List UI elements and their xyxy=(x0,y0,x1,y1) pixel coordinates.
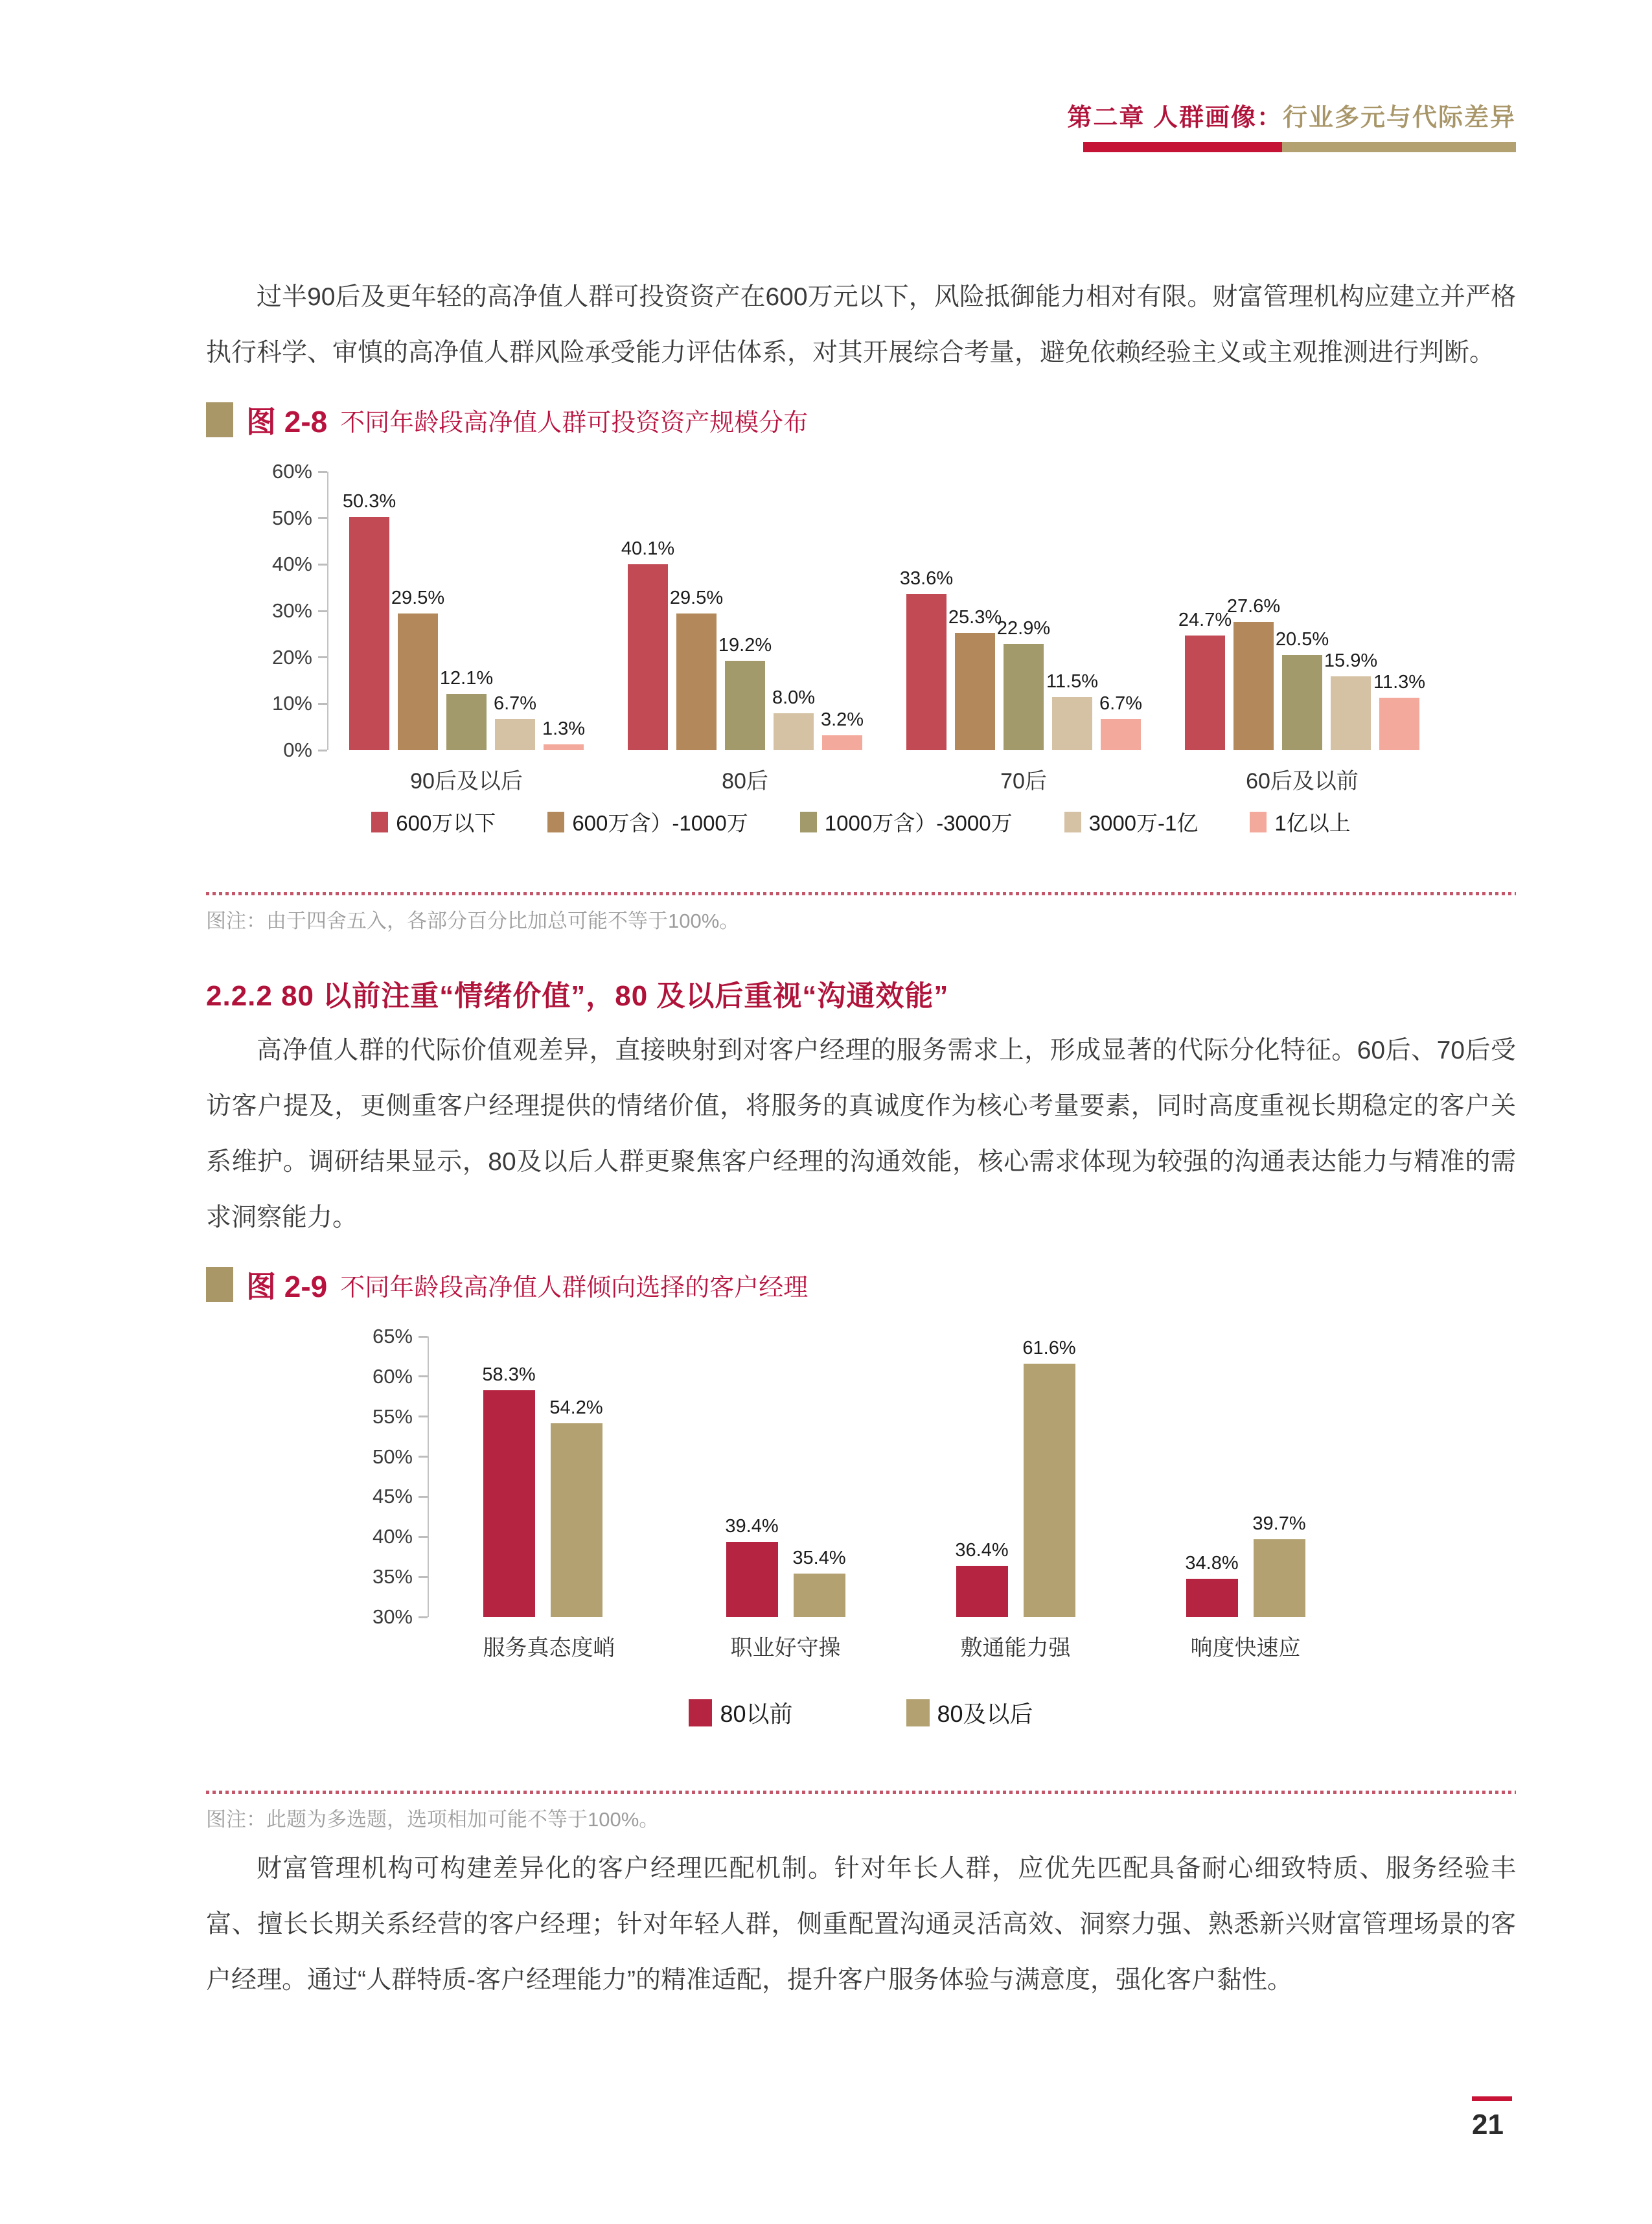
y-axis-tick-label: 30% xyxy=(271,599,312,622)
bar-wrap xyxy=(794,1548,845,1617)
legend-label: 1000万含）-3000万 xyxy=(824,811,1013,835)
legend-item xyxy=(547,807,748,837)
y-axis-tick-label: 20% xyxy=(271,645,312,669)
bar xyxy=(1379,698,1419,750)
y-axis-tick xyxy=(283,739,327,762)
page-footer xyxy=(1472,2096,1512,2141)
bar xyxy=(398,613,438,750)
y-axis-tick xyxy=(373,1445,428,1469)
bar-wrap xyxy=(1178,609,1232,750)
bar-group xyxy=(482,1336,615,1660)
plot-area xyxy=(428,1336,1360,1660)
bar xyxy=(1024,1364,1075,1617)
value-label: 11.5% xyxy=(1046,671,1099,692)
y-axis-tick-label: 60% xyxy=(372,1364,413,1388)
header-rule-tan-segment xyxy=(1282,142,1516,152)
value-label: 20.5% xyxy=(1275,629,1329,650)
y-axis-tick xyxy=(373,1325,428,1348)
value-label: 36.4% xyxy=(955,1539,1009,1561)
value-label: 29.5% xyxy=(669,587,724,608)
bar xyxy=(794,1574,845,1617)
y-axis-line xyxy=(327,472,328,750)
category-label: 80后 xyxy=(722,769,768,794)
bar-wrap xyxy=(544,718,584,750)
bar xyxy=(628,564,668,750)
bar xyxy=(349,517,389,750)
bar-wrap xyxy=(551,1397,602,1617)
y-axis-tick-mark xyxy=(419,1336,428,1338)
y-axis-tick-mark xyxy=(318,517,327,519)
header-rule xyxy=(1083,142,1516,152)
bar-group xyxy=(725,1336,846,1660)
y-axis-tick xyxy=(373,1605,428,1629)
y-axis-tick xyxy=(373,1365,428,1388)
category-label: 服务真态度峭 xyxy=(483,1636,615,1660)
category-label: 敷通能力强 xyxy=(960,1636,1071,1660)
dotted-separator xyxy=(206,1791,1516,1794)
legend-label: 600万含）-1000万 xyxy=(572,811,748,835)
chart-2-8-legend xyxy=(206,807,1516,837)
y-axis-tick xyxy=(272,553,327,576)
value-label: 29.5% xyxy=(391,587,445,608)
figure-bullet-icon xyxy=(206,402,233,437)
bar-wrap xyxy=(495,693,535,750)
bar xyxy=(551,1423,602,1617)
bar xyxy=(1101,719,1141,750)
bar-wrap xyxy=(1254,1513,1305,1617)
legend-item xyxy=(371,807,496,837)
bar xyxy=(822,735,862,750)
page-body xyxy=(206,260,1516,2008)
y-axis-tick-mark xyxy=(419,1576,428,1578)
y-axis xyxy=(369,1325,428,1628)
figure-2-9-label: 图 2-9 xyxy=(246,1270,328,1303)
bar-group xyxy=(621,472,864,794)
legend-swatch xyxy=(689,1699,712,1726)
bar xyxy=(1186,1579,1238,1617)
legend-item xyxy=(1064,807,1199,837)
value-label: 15.9% xyxy=(1324,650,1378,672)
legend-swatch xyxy=(906,1699,930,1726)
y-axis-tick-mark xyxy=(419,1416,428,1417)
legend-swatch xyxy=(547,812,564,832)
y-axis-tick-label: 40% xyxy=(271,553,312,576)
y-axis-tick-mark xyxy=(419,1536,428,1538)
bars-row xyxy=(483,1336,615,1617)
bar xyxy=(906,594,946,750)
bar-wrap xyxy=(956,1540,1008,1617)
bar-wrap xyxy=(726,1516,778,1617)
bar-wrap xyxy=(899,568,954,750)
y-axis xyxy=(269,460,327,761)
bar xyxy=(1254,1539,1305,1617)
bars-row xyxy=(342,472,586,750)
y-axis-tick-mark xyxy=(419,1496,428,1498)
value-label: 22.9% xyxy=(996,617,1051,639)
value-label: 34.8% xyxy=(1185,1552,1239,1574)
y-axis-tick-label: 45% xyxy=(372,1485,413,1508)
y-axis-tick-label: 50% xyxy=(271,506,312,529)
bars-row xyxy=(621,472,864,750)
header-rule-red-segment xyxy=(1083,142,1282,152)
bar-wrap xyxy=(1275,629,1329,750)
bar xyxy=(544,744,584,750)
y-axis-tick-mark xyxy=(318,610,327,612)
bar-wrap xyxy=(1324,650,1378,750)
value-label: 11.3% xyxy=(1373,672,1426,693)
value-label: 6.7% xyxy=(1099,693,1143,714)
y-axis-tick-label: 0% xyxy=(283,739,312,761)
chart-preferred-account-manager xyxy=(369,1317,1360,1660)
value-label: 6.7% xyxy=(493,693,537,714)
y-axis-tick-mark xyxy=(318,703,327,705)
page-number: 21 xyxy=(1472,2109,1504,2140)
bar-wrap xyxy=(774,687,814,750)
legend-swatch xyxy=(1250,812,1267,832)
bar xyxy=(725,661,765,750)
figure-2-8-note: 图注：由于四舍五入，各部分百分比加总可能不等于100%。 xyxy=(206,910,740,932)
page-header xyxy=(1067,97,1516,152)
footer-rule xyxy=(1472,2096,1512,2101)
figure-2-8-label: 图 2-8 xyxy=(246,405,328,439)
value-label: 3.2% xyxy=(820,709,864,731)
y-axis-tick-label: 40% xyxy=(372,1525,413,1548)
y-axis-tick-label: 60% xyxy=(271,460,312,483)
bar xyxy=(955,633,995,750)
y-axis-tick-label: 50% xyxy=(372,1445,413,1468)
y-axis-tick xyxy=(272,692,327,715)
bar-wrap xyxy=(483,1364,535,1617)
y-axis-tick-label: 65% xyxy=(372,1325,413,1347)
bar xyxy=(774,713,814,750)
legend-swatch xyxy=(371,812,388,832)
category-label: 90后及以后 xyxy=(410,769,523,794)
legend-label: 3000万-1亿 xyxy=(1088,811,1199,835)
legend-label: 600万以下 xyxy=(396,811,496,835)
figure-2-8-caption xyxy=(206,400,1516,439)
bar-wrap xyxy=(391,587,445,750)
y-axis-tick xyxy=(373,1485,428,1508)
value-label: 50.3% xyxy=(342,490,396,512)
bar xyxy=(726,1542,778,1617)
bars-row xyxy=(899,472,1143,750)
y-axis-tick xyxy=(272,460,327,483)
bar xyxy=(1185,636,1225,750)
bar-group xyxy=(342,472,586,794)
bar-wrap xyxy=(822,709,862,750)
category-label: 职业好守操 xyxy=(730,1636,841,1660)
bar xyxy=(1004,644,1044,750)
paragraph-matching-mechanism: 财富管理机构可构建差异化的客户经理匹配机制。针对年长人群，应优先匹配具备耐心细致特质、服务经验丰富、擅长长期关系经营的客户经理；针对年轻人群，侧重配置沟通灵活高效、洞察力强、熟悉新兴财富管理场景的客户经理。通过“人群特质-客户经理能力”的精准适配，提升客户服务体验与满意度，强化客户黏性。 xyxy=(206,1855,1516,1994)
value-label: 39.7% xyxy=(1252,1513,1306,1534)
bar xyxy=(483,1390,535,1617)
y-axis-tick-mark xyxy=(318,656,327,658)
value-label: 24.7% xyxy=(1178,609,1232,630)
y-axis-tick xyxy=(373,1565,428,1588)
value-label: 27.6% xyxy=(1226,596,1281,617)
legend-item xyxy=(1250,807,1350,837)
category-label: 70后 xyxy=(1000,769,1047,794)
y-axis-tick-mark xyxy=(419,1375,428,1377)
bar-wrap xyxy=(439,668,494,750)
bar-wrap xyxy=(1186,1553,1238,1617)
y-axis-tick-mark xyxy=(318,471,327,473)
y-axis-tick xyxy=(373,1525,428,1548)
value-label: 35.4% xyxy=(792,1548,846,1569)
dotted-separator xyxy=(206,892,1516,895)
value-label: 58.3% xyxy=(482,1364,536,1385)
y-axis-tick-mark xyxy=(419,1456,428,1458)
figure-2-9-note: 图注：此题为多选题，选项相加可能不等于100%。 xyxy=(206,1808,660,1831)
y-axis-line xyxy=(428,1336,429,1617)
figure-bullet-icon xyxy=(206,1267,233,1302)
bar-wrap xyxy=(669,587,724,750)
y-axis-tick-label: 30% xyxy=(372,1605,413,1628)
bars-row xyxy=(1178,472,1426,750)
bar-wrap xyxy=(996,617,1051,750)
legend-item xyxy=(689,1696,792,1729)
bars-row xyxy=(1186,1336,1305,1617)
bar xyxy=(446,694,487,750)
value-label: 33.6% xyxy=(899,568,954,590)
y-axis-tick xyxy=(272,646,327,669)
bar-group xyxy=(955,1336,1076,1660)
figure-2-8-title: 不同年龄段高净值人群可投资资产规模分布 xyxy=(340,409,809,437)
bar-wrap xyxy=(1373,672,1426,750)
bars-row xyxy=(726,1336,845,1617)
bar xyxy=(1282,655,1322,750)
plot-area xyxy=(327,472,1441,794)
legend-item xyxy=(906,1696,1033,1729)
category-label: 响度快速应 xyxy=(1190,1636,1301,1660)
legend-label: 80及以后 xyxy=(937,1701,1033,1727)
value-label: 54.2% xyxy=(549,1397,603,1418)
value-label: 25.3% xyxy=(948,606,1002,628)
paragraph-generational-values: 高净值人群的代际价值观差异，直接映射到对客户经理的服务需求上，形成显著的代际分化特征。60后、70后受访客户提及，更侧重客户经理提供的情绪价值，将服务的真诚度作为核心考量要素，同时高度重视长期稳定的客户关系维护。调研结果显示，80及以后人群更聚焦客户经理的沟通效能，核心需求体现为较强的沟通表达能力与精准的需求洞察能力。 xyxy=(206,1037,1516,1232)
figure-2-9-caption xyxy=(206,1265,1516,1304)
bars-row xyxy=(956,1336,1075,1617)
bar-group xyxy=(1185,1336,1306,1660)
legend-label: 80以前 xyxy=(720,1701,793,1727)
chart-2-9-legend xyxy=(206,1696,1516,1729)
y-axis-tick-mark xyxy=(419,1616,428,1618)
y-axis-tick-label: 35% xyxy=(372,1565,413,1588)
bar-wrap xyxy=(1046,671,1099,750)
bar xyxy=(956,1566,1008,1617)
value-label: 40.1% xyxy=(621,538,675,559)
legend-label: 1亿以上 xyxy=(1274,811,1351,835)
legend-swatch xyxy=(1064,812,1081,832)
y-axis-tick-label: 55% xyxy=(372,1404,413,1428)
bar-wrap xyxy=(1024,1338,1075,1617)
bar-wrap xyxy=(718,635,772,750)
bar-group xyxy=(899,472,1143,794)
header-chapter: 第二章 人群画像： xyxy=(1067,104,1283,132)
value-label: 61.6% xyxy=(1022,1338,1076,1359)
bar-group xyxy=(1178,472,1426,794)
header-title xyxy=(1067,97,1516,133)
bar xyxy=(1331,676,1371,750)
y-axis-tick-mark xyxy=(318,750,327,751)
value-label: 12.1% xyxy=(439,668,494,689)
value-label: 1.3% xyxy=(542,718,586,739)
bar xyxy=(495,719,535,750)
bar xyxy=(676,613,717,750)
bar-wrap xyxy=(621,538,675,750)
category-label: 60后及以前 xyxy=(1246,769,1359,794)
bar xyxy=(1052,697,1092,750)
bar-wrap xyxy=(1226,596,1281,750)
value-label: 39.4% xyxy=(725,1515,779,1537)
value-label: 8.0% xyxy=(772,687,816,708)
figure-2-9-title: 不同年龄段高净值人群倾向选择的客户经理 xyxy=(340,1274,809,1301)
bar-wrap xyxy=(342,490,396,750)
y-axis-tick-label: 10% xyxy=(271,692,312,715)
y-axis-tick xyxy=(272,599,327,623)
bar-wrap xyxy=(948,606,1002,750)
legend-item xyxy=(800,807,1013,837)
value-label: 19.2% xyxy=(718,635,772,656)
legend-swatch xyxy=(800,812,817,832)
y-axis-tick xyxy=(272,507,327,530)
section-heading-2-2-2: 2.2.2 80 以前注重“情绪价值”，80 及以后重视“沟通效能” xyxy=(206,980,949,1012)
header-subtitle: 行业多元与代际差异 xyxy=(1282,104,1516,132)
y-axis-tick xyxy=(373,1405,428,1428)
bar-wrap xyxy=(1101,693,1141,750)
paragraph-risk-assessment: 过半90后及更年轻的高净值人群可投资资产在600万元以下，风险抵御能力相对有限。财富管理机构应建立并严格执行科学、审慎的高净值人群风险承受能力评估体系，对其开展综合考量，避免依赖经验主义或主观推测进行判断。 xyxy=(206,283,1516,367)
chart-asset-scale-by-generation xyxy=(269,452,1441,794)
bar xyxy=(1233,622,1274,750)
y-axis-tick-mark xyxy=(318,564,327,566)
